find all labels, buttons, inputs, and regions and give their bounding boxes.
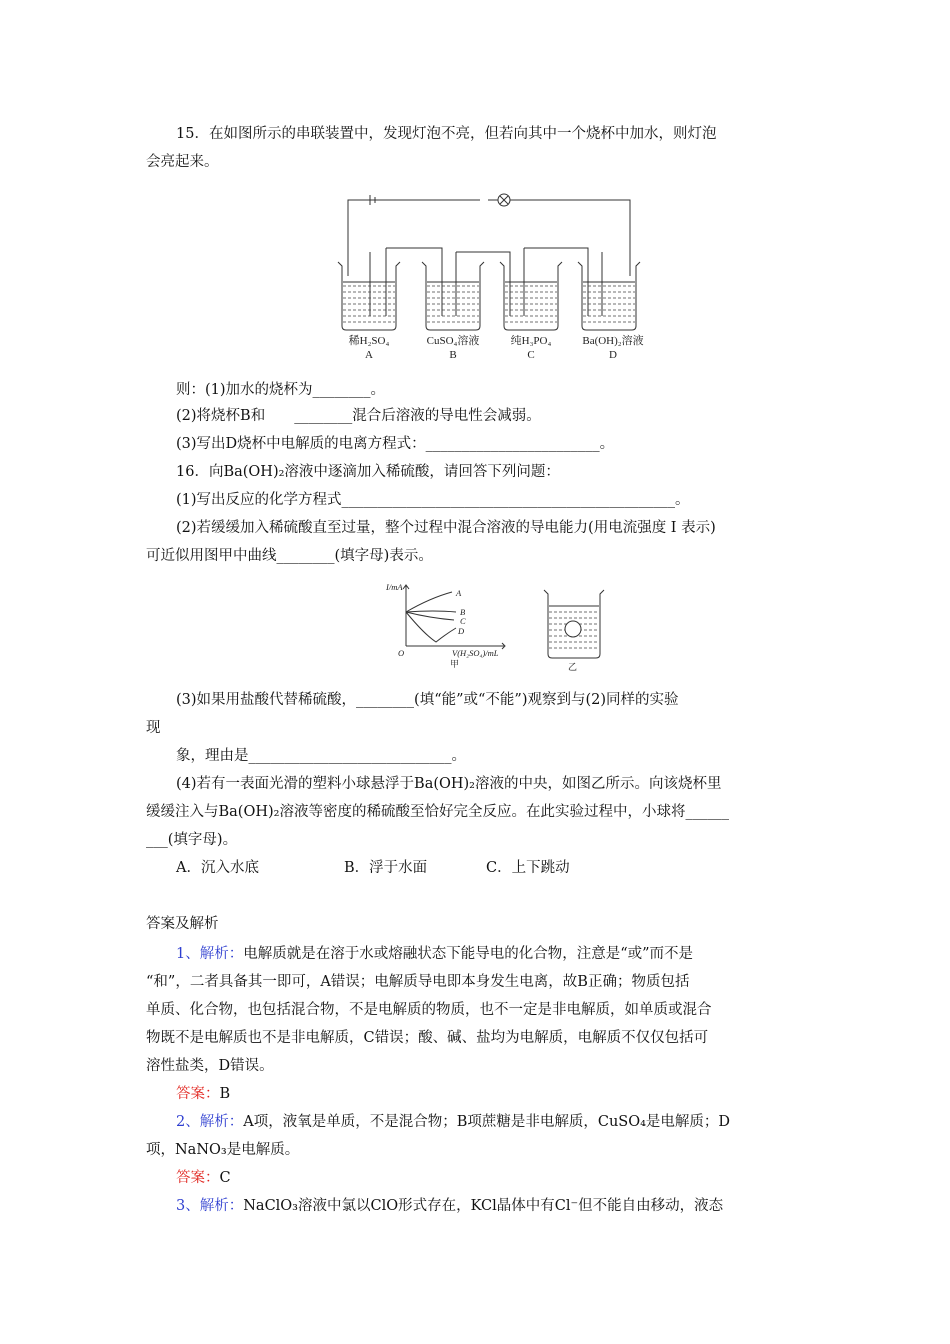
q16-part3-line3: 象，理由是____________________________。 — [176, 748, 466, 764]
q16-option-a: A．沉入水底 — [176, 860, 259, 876]
answer-2-number: 2、 — [176, 1114, 200, 1130]
answer-2-line2: 项，NaNO₃是电解质。 — [146, 1142, 300, 1158]
beaker-b-label: CuSO₄溶液 — [426, 335, 480, 347]
answer-1-text1: 电解质就是在溶于水或熔融状态下能导电的化合物，注意是“或”而不是 — [243, 946, 694, 962]
answer-3-text1: NaClO₃溶液中氯以ClO形式存在，KCl晶体中有Cl⁻但不能自由移动，液态 — [243, 1198, 724, 1214]
beaker-c — [500, 262, 562, 330]
beaker-yi-caption: 乙 — [568, 662, 578, 672]
beaker-c-label: 纯H₃PO₄ — [510, 335, 552, 347]
answer-1-result-value: B — [219, 1086, 231, 1102]
current-volume-graph — [380, 580, 510, 670]
q15-part1: 则：(1)加水的烧杯为________。 — [176, 382, 386, 398]
circuit-diagram — [330, 186, 660, 366]
answer-3-number: 3、 — [176, 1198, 200, 1214]
q16-option-b: B．浮于水面 — [344, 860, 428, 876]
curve-d-label: D — [458, 626, 465, 636]
answer-2-result — [176, 1168, 231, 1188]
beaker-b — [422, 262, 484, 330]
graph-jia-figure — [380, 580, 510, 670]
answer-1-number: 1、 — [176, 946, 200, 962]
answer-1-line1 — [176, 944, 693, 964]
graph-caption: 甲 — [450, 659, 460, 669]
graph-ylabel: I/mA — [386, 582, 403, 592]
answer-2-result-value: C — [219, 1170, 231, 1186]
q15-part3: (3)写出D烧杯中电解质的电离方程式：________________________。 — [176, 436, 615, 452]
answer-1-line5: 溶性盐类，D错误。 — [146, 1058, 274, 1074]
answer-1-line2: “和”，二者具备其一即可，A错误；电解质导电即本身发生电离，故B正确；物质包括 — [146, 974, 690, 990]
curve-c-label: C — [460, 616, 466, 626]
q16-part3-line1: (3)如果用盐酸代替稀硫酸，________(填“能”或“不能”)观察到与(2)同样的实验 — [176, 692, 679, 708]
q15-stem-line1: 15．在如图所示的串联装置中，发现灯泡不亮，但若向其中一个烧杯中加水，则灯泡 — [176, 126, 717, 142]
q16-part3-line2: 现 — [146, 720, 161, 736]
answer-1-result-tag: 答案： — [176, 1086, 220, 1102]
q16-part2-line1: (2)若缓缓加入稀硫酸直至过量，整个过程中混合溶液的导电能力(用电流强度 I 表示) — [176, 520, 716, 536]
answer-2-result-tag: 答案： — [176, 1170, 220, 1186]
beaker-d-letter: D — [609, 349, 617, 361]
answer-2-tag: 解析： — [199, 1114, 244, 1130]
beaker-a-letter: A — [365, 349, 373, 361]
q16-stem: 16．向Ba(OH)₂溶液中逐滴加入稀硫酸，请回答下列问题： — [176, 464, 560, 480]
answer-1-line4: 物既不是电解质也不是非电解质，C错误；酸、碱、盐均为电解质，电解质不仅仅包括可 — [146, 1030, 709, 1046]
answer-3-tag: 解析： — [199, 1198, 244, 1214]
graph-origin: O — [398, 648, 405, 658]
answer-1-result — [176, 1084, 230, 1104]
curve-a — [406, 592, 452, 612]
beaker-d — [578, 262, 640, 330]
beaker-d-label: Ba(OH)₂溶液 — [582, 335, 644, 347]
answer-1-line3: 单质、化合物，也包括混合物，不是电解质的物质，也不一定是非电解质，如单质或混合 — [146, 1002, 712, 1018]
q16-part4-line3: ___(填字母)。 — [146, 832, 238, 848]
answers-heading: 答案及解析 — [146, 916, 219, 932]
q16-part4-line2: 缓缓注入与Ba(OH)₂溶液等密度的稀硫酸至恰好完全反应。在此实验过程中，小球将______ — [146, 804, 729, 820]
circuit-wire-left — [348, 200, 480, 276]
ball-in-beaker-diagram — [540, 584, 610, 674]
answer-1-tag: 解析： — [199, 946, 244, 962]
series-circuit-figure — [330, 186, 660, 366]
curve-d — [406, 612, 456, 642]
q15-stem-line2: 会亮起来。 — [146, 154, 219, 170]
answer-3-line1 — [176, 1196, 723, 1216]
answer-2-line1 — [176, 1112, 730, 1132]
beaker-yi-figure — [540, 584, 610, 674]
curve-a-label: A — [456, 588, 462, 598]
plastic-ball — [565, 621, 581, 637]
curve-b — [406, 611, 456, 612]
q16-option-c: C．上下跳动 — [486, 860, 570, 876]
answer-2-text1: A项，液氧是单质，不是混合物；B项蔗糖是非电解质，CuSO₄是电解质；D — [243, 1114, 731, 1130]
beaker-a — [338, 262, 400, 330]
q16-part4-line1: (4)若有一表面光滑的塑料小球悬浮于Ba(OH)₂溶液的中央，如图乙所示。向该烧杯里 — [176, 776, 722, 792]
q15-part2: (2)将烧杯B和 ________混合后溶液的导电性会减弱。 — [176, 408, 541, 424]
curve-b-label: B — [460, 607, 466, 617]
beaker-b-letter: B — [449, 349, 457, 361]
curve-c — [406, 612, 454, 620]
beaker-a-label: 稀H₂SO₄ — [348, 335, 390, 347]
q16-part1: (1)写出反应的化学方程式______________________________________________。 — [176, 492, 690, 508]
q16-part2-line2: 可近似用图甲中曲线________(填字母)表示。 — [146, 548, 433, 564]
graph-xlabel: V(H₂SO₄)/mL — [452, 648, 499, 658]
beaker-c-letter: C — [527, 349, 535, 361]
